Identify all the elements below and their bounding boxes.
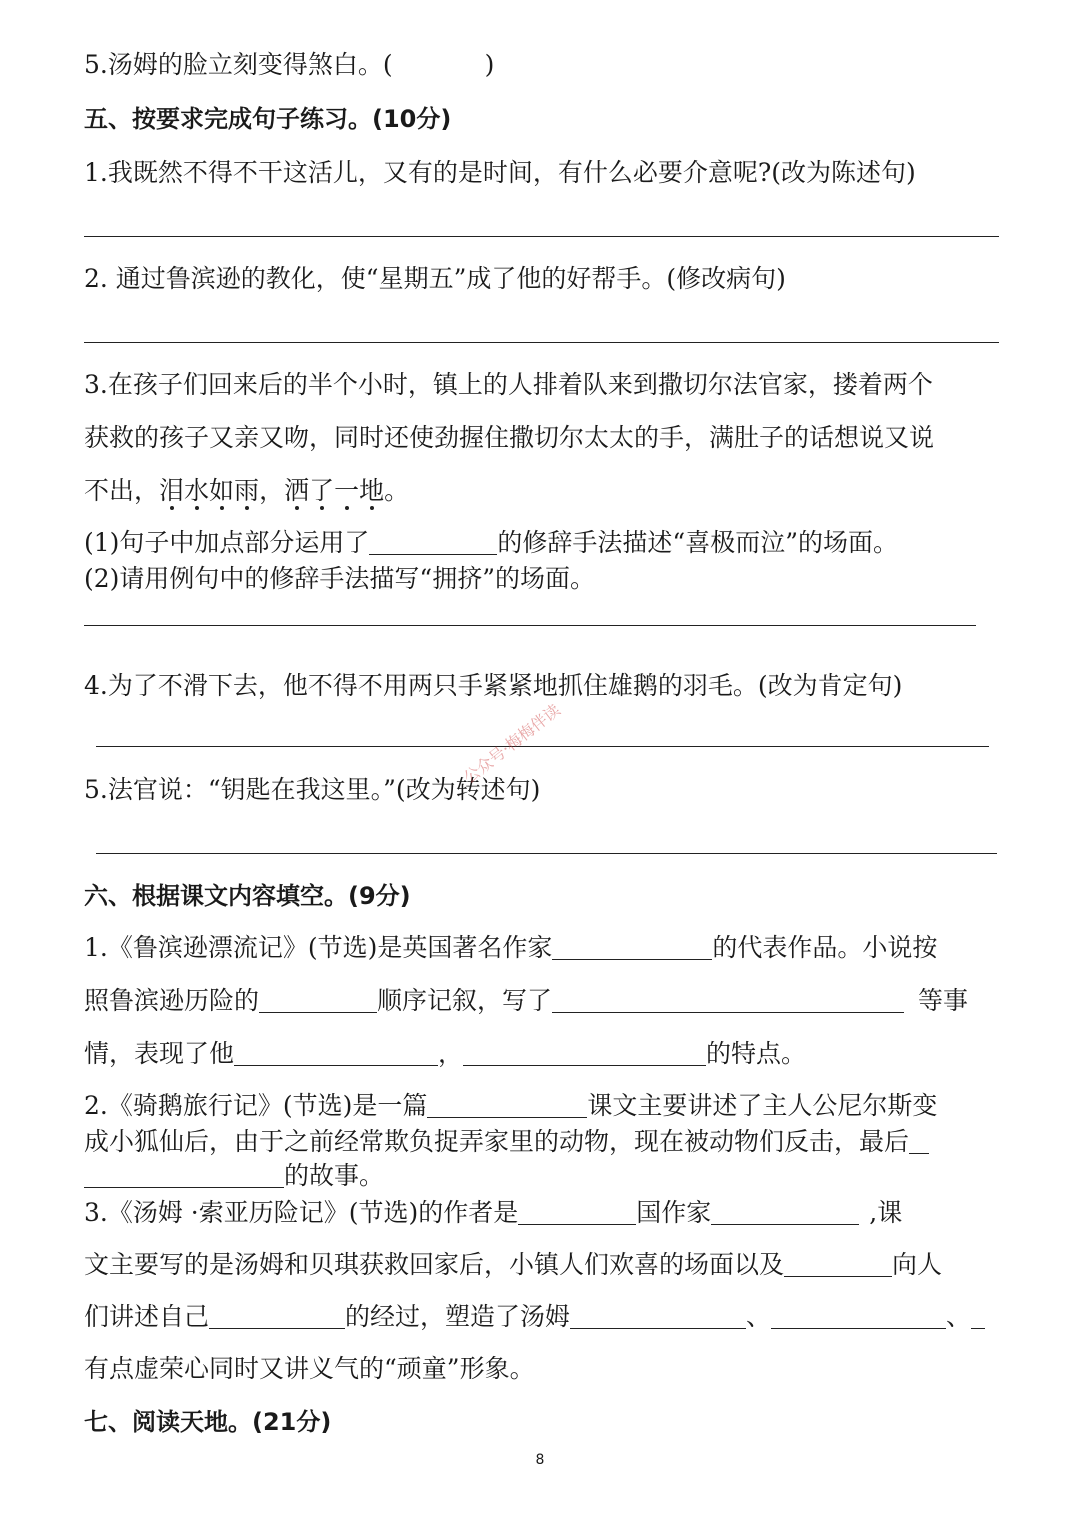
s6-item-3-d: 文主要写的是汤姆和贝琪获救回家后，小镇人们欢喜的场面以及	[84, 1250, 785, 1279]
s6-item-3-h: 、	[746, 1302, 772, 1331]
dotted-char: 了	[309, 476, 335, 505]
s6-item-3-i: 、	[946, 1302, 972, 1331]
s5-item-3-sub-2: (2)请用例句中的修辞手法描写“拥挤”的场面。	[84, 564, 595, 593]
dotted-char: 雨	[234, 476, 260, 505]
dotted-char: 地	[359, 476, 385, 505]
page-number: 8	[535, 1452, 545, 1468]
dotted-comma: ，	[259, 476, 285, 505]
s6-item-2-line-2	[84, 1129, 929, 1154]
answer-blank[interactable]	[259, 988, 377, 1013]
s6-item-2-c: 成小狐仙后，由于之前经常欺负捉弄家里的动物，现在被动物们反击，最后	[84, 1127, 910, 1156]
dotted-char: 泪	[159, 476, 185, 505]
section-7-title: 七、阅读天地。(21分)	[84, 1408, 332, 1436]
s6-item-1-g: ，	[438, 1039, 464, 1068]
answer-blank[interactable]	[463, 1041, 706, 1066]
s6-item-3-line-1	[84, 1200, 902, 1225]
answer-blank[interactable]	[84, 1163, 284, 1188]
answer-line[interactable]	[96, 853, 997, 854]
answer-blank[interactable]	[909, 1129, 929, 1154]
s6-item-3-g: 的经过，塑造了汤姆	[345, 1302, 571, 1331]
s6-item-3-line-3	[84, 1304, 985, 1329]
s5-item-2: 2. 通过鲁滨逊的教化，使“星期五”成了他的好帮手。(修改病句)	[84, 264, 786, 293]
section-5-title: 五、按要求完成句子练习。(10分)	[84, 105, 452, 133]
s6-item-1-e: 等事	[918, 986, 969, 1015]
answer-blank[interactable]	[552, 935, 712, 960]
s6-item-1-h: 的特点。	[706, 1039, 807, 1068]
s6-item-3-c: ,课	[869, 1198, 903, 1227]
answer-line[interactable]	[84, 236, 999, 237]
q4-item-5	[84, 52, 494, 77]
s6-item-1-line-2	[84, 988, 968, 1013]
s6-item-1-line-3	[84, 1041, 806, 1066]
answer-blank[interactable]	[784, 1252, 892, 1277]
q4-item-5-close: )	[484, 50, 495, 79]
answer-line[interactable]	[96, 746, 989, 747]
s5-item-4: 4.为了不滑下去，他不得不用两只手紧紧地抓住雄鹅的羽毛。(改为肯定句)	[84, 671, 903, 700]
answer-blank[interactable]	[771, 1304, 946, 1329]
answer-blank[interactable]	[518, 1200, 636, 1225]
q4-item-5-text: 5.汤姆的脸立刻变得煞白。(	[84, 50, 393, 79]
s6-item-1-c: 照鲁滨逊历险的	[84, 986, 260, 1015]
answer-blank[interactable]	[711, 1200, 859, 1225]
dotted-char: 如	[209, 476, 235, 505]
s6-item-1-a: 1.《鲁滨逊漂流记》(节选)是英国著名作家	[84, 933, 553, 962]
s6-item-2-line-1	[84, 1093, 937, 1118]
s6-item-1-line-1	[84, 935, 937, 960]
s5-item-3-sub-1-a: (1)句子中加点部分运用了	[84, 528, 370, 557]
s6-item-3-line-4: 有点虚荣心同时又讲义气的“顽童”形象。	[84, 1354, 535, 1383]
answer-blank[interactable]	[971, 1304, 985, 1329]
s5-item-3-line-3	[84, 478, 409, 503]
s6-item-3-line-2	[84, 1252, 942, 1277]
answer-blank[interactable]	[427, 1093, 587, 1118]
dotted-char: 一	[334, 476, 360, 505]
s6-item-3-f: 们讲述自己	[84, 1302, 210, 1331]
s6-item-1-f: 情，表现了他	[84, 1039, 235, 1068]
s6-item-2-a: 2.《骑鹅旅行记》(节选)是一篇	[84, 1091, 428, 1120]
s6-item-3-b: 国作家	[636, 1198, 712, 1227]
s6-item-1-d: 顺序记叙，写了	[377, 986, 553, 1015]
watermark: 公众号·梅梅伴读	[459, 700, 564, 788]
s6-item-3-e: 向人	[892, 1250, 943, 1279]
answer-line[interactable]	[84, 625, 976, 626]
s5-item-3-pre: 不出，	[84, 476, 160, 505]
s5-item-3-sub-1-b: 的修辞手法描述“喜极而泣”的场面。	[497, 528, 898, 557]
s5-item-3-line-2: 获救的孩子又亲又吻，同时还使劲握住撒切尔太太的手，满肚子的话想说又说	[84, 423, 935, 452]
s6-item-1-b: 的代表作品。小说按	[712, 933, 938, 962]
dotted-char: 水	[184, 476, 210, 505]
s5-item-3-post: 。	[384, 476, 410, 505]
answer-blank[interactable]	[552, 988, 904, 1013]
s5-item-1: 1.我既然不得不干这活儿，又有的是时间，有什么必要介意呢?(改为陈述句)	[84, 158, 916, 187]
answer-blank[interactable]	[209, 1304, 345, 1329]
s6-item-2-b: 课文主要讲述了主人公尼尔斯变	[587, 1091, 938, 1120]
answer-blank[interactable]	[369, 530, 497, 555]
answer-blank[interactable]	[570, 1304, 746, 1329]
answer-line[interactable]	[84, 342, 999, 343]
s5-item-5: 5.法官说：“钥匙在我这里。”(改为转述句)	[84, 775, 541, 804]
s6-item-2-d: 的故事。	[284, 1161, 385, 1190]
section-6-title: 六、根据课文内容填空。(9分)	[84, 882, 411, 910]
s5-item-3-sub-1	[84, 530, 898, 555]
s6-item-3-a: 3.《汤姆 ·索亚历险记》(节选)的作者是	[84, 1198, 519, 1227]
s6-item-2-line-3	[84, 1163, 384, 1188]
answer-blank[interactable]	[234, 1041, 438, 1066]
s5-item-3-line-1: 3.在孩子们回来后的半个小时，镇上的人排着队来到撒切尔法官家，搂着两个	[84, 370, 933, 399]
dotted-char: 洒	[284, 476, 310, 505]
